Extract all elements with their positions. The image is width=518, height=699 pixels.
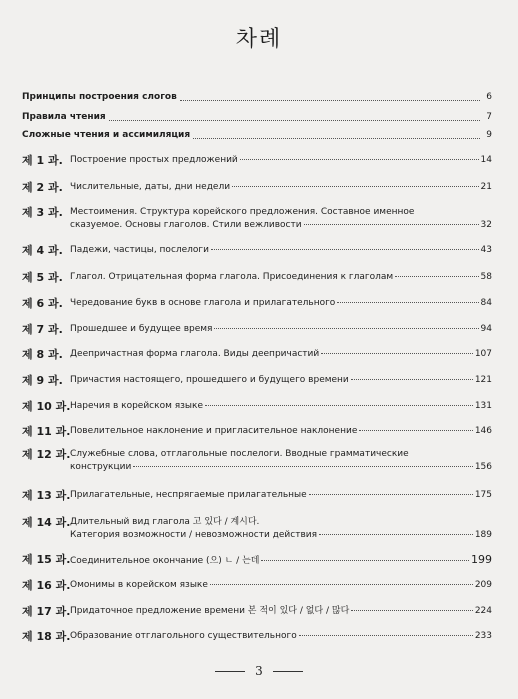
- toc-leader-dots: [232, 186, 478, 187]
- lesson-title-text: Числительные, даты, дни недели: [70, 182, 231, 192]
- lesson-description: [70, 489, 492, 502]
- toc-leader-dots: [351, 379, 473, 380]
- lesson-number: 제 12 과.: [22, 448, 71, 461]
- lesson-page: 43: [480, 245, 492, 255]
- toc-leader-dots: [299, 635, 473, 636]
- lesson-title-text: Деепричастная форма глагола. Виды деепричастий: [70, 349, 320, 359]
- lesson-title-line: [70, 489, 492, 502]
- toc-lesson-row: [22, 322, 492, 337]
- toc-section-row: [22, 112, 492, 126]
- lesson-description: [70, 400, 492, 413]
- page-footer: [0, 664, 518, 678]
- lesson-title-line: [70, 374, 492, 387]
- lesson-page: 156: [474, 462, 492, 472]
- lesson-number: 제 3 과.: [22, 206, 63, 219]
- lesson-number: 제 4 과.: [22, 244, 63, 257]
- lesson-title-text: Причастия настоящего, прошедшего и будущего времени: [70, 375, 349, 385]
- toc-leader-dots: [321, 353, 473, 354]
- lesson-description: [70, 448, 492, 474]
- toc-lesson-row: [22, 629, 492, 644]
- footer-dash-right: [273, 671, 303, 672]
- lesson-title-text: Глагол. Отрицательная форма глагола. Присоединения к глаголам: [70, 272, 394, 282]
- lesson-description: [70, 348, 492, 361]
- lesson-page: 121: [474, 375, 492, 385]
- lesson-title-line: Местоимения. Структура корейского предложения. Составное именное: [70, 207, 415, 217]
- toc-lesson-row: [22, 205, 492, 233]
- lesson-number: 제 14 과.: [22, 516, 71, 529]
- lesson-page: 107: [474, 349, 492, 359]
- lesson-title-text: Чередование букв в основе глагола и прилагательного: [70, 298, 336, 308]
- toc-leader-dots: [395, 276, 478, 277]
- lesson-description: [70, 206, 492, 232]
- toc-leader-dots: [193, 138, 480, 139]
- lesson-number: 제 9 과.: [22, 374, 63, 387]
- lesson-title-text: Омонимы в корейском языке: [70, 580, 208, 590]
- toc-leader-dots: [214, 328, 478, 329]
- lesson-title-text: Построение простых предложений: [70, 155, 238, 165]
- toc-section-page: 9: [486, 130, 492, 140]
- lesson-title-text: Соединительное окончание (으) ㄴ / 는데: [70, 556, 260, 566]
- lesson-description: [70, 630, 492, 643]
- lesson-title-line: [70, 244, 492, 257]
- lesson-title-line: [70, 154, 492, 167]
- toc-leader-dots: [240, 159, 479, 160]
- lesson-page: 199: [471, 553, 492, 566]
- toc-section-page: 6: [486, 92, 492, 102]
- lesson-number: 제 15 과.: [22, 553, 71, 566]
- toc-leader-dots: [351, 610, 473, 611]
- lesson-page: 32: [480, 220, 492, 230]
- lesson-title-line: [70, 219, 492, 232]
- page-title: 차례: [235, 27, 283, 52]
- toc-lesson-row: [22, 447, 492, 475]
- toc-leader-dots: [359, 430, 472, 431]
- toc-lesson-row: [22, 604, 492, 619]
- lesson-description: [70, 605, 492, 618]
- lesson-title-text: Наречия в корейском языке: [70, 401, 204, 411]
- toc-leader-dots: [337, 302, 478, 303]
- lesson-number: 제 10 과.: [22, 400, 71, 413]
- toc-section-page: 7: [486, 112, 492, 122]
- toc-lesson-row: [22, 347, 492, 362]
- toc-leader-dots: [319, 534, 473, 535]
- toc-lesson-row: [22, 515, 492, 543]
- lesson-description: [70, 181, 492, 194]
- toc-lesson-row: [22, 424, 492, 439]
- lesson-title-line: [70, 529, 492, 542]
- lesson-number: 제 8 과.: [22, 348, 63, 361]
- toc-section-label: Правила чтения: [22, 112, 106, 122]
- toc-leader-dots: [210, 584, 473, 585]
- lesson-title-line: [70, 461, 492, 474]
- lesson-title-text: Прошедшее и будущее время: [70, 324, 213, 334]
- toc-lesson-row: [22, 180, 492, 195]
- toc-leader-dots: [109, 120, 480, 121]
- lesson-page: 146: [474, 426, 492, 436]
- lesson-description: [70, 374, 492, 387]
- lesson-page: 84: [480, 298, 492, 308]
- lesson-title-text: Придаточное предложение времени 본 적이 있다 / 없다 / 많다: [70, 606, 350, 616]
- lesson-title-text: Прилагательные, неспрягаемые прилагательные: [70, 490, 307, 500]
- lesson-title-line: Длительный вид глагола 고 있다 / 계시다.: [70, 517, 260, 527]
- toc-leader-dots: [304, 224, 479, 225]
- lesson-number: 제 11 과.: [22, 425, 71, 438]
- lesson-title-line: Служебные слова, отглагольные послелоги. Вводные грамматические: [70, 449, 409, 459]
- lesson-title-text: Падежи, частицы, послелоги: [70, 245, 210, 255]
- toc-lesson-row: [22, 578, 492, 593]
- lesson-number: 제 7 과.: [22, 323, 63, 336]
- lesson-page: 175: [474, 490, 492, 500]
- toc-leader-dots: [309, 494, 473, 495]
- lesson-title-line: [70, 271, 492, 284]
- lesson-page: 58: [480, 272, 492, 282]
- lesson-number: 제 18 과.: [22, 630, 71, 643]
- lesson-number: 제 6 과.: [22, 297, 63, 310]
- toc-lesson-row: [22, 296, 492, 311]
- toc-lesson-row: [22, 552, 492, 567]
- lesson-description: [70, 323, 492, 336]
- lesson-title-text: Повелительное наклонение и пригласительное наклонение: [70, 426, 358, 436]
- lesson-title-line: [70, 630, 492, 643]
- toc-lesson-row: [22, 270, 492, 285]
- toc-lesson-row: [22, 373, 492, 388]
- lesson-title-text: сказуемое. Основы глаголов. Стили вежливости: [70, 220, 302, 230]
- toc-section-label: Сложные чтения и ассимиляция: [22, 130, 191, 140]
- toc-lesson-row: [22, 243, 492, 258]
- lesson-page: 21: [480, 182, 492, 192]
- lesson-number: 제 2 과.: [22, 181, 63, 194]
- lesson-description: [70, 425, 492, 438]
- lesson-number: 제 16 과.: [22, 579, 71, 592]
- lesson-title-line: [70, 579, 492, 592]
- lesson-number: 제 17 과.: [22, 605, 71, 618]
- toc-leader-dots: [261, 560, 469, 561]
- toc-leader-dots: [211, 249, 479, 250]
- toc-leader-dots: [133, 466, 472, 467]
- lesson-title-line: [70, 348, 492, 361]
- lesson-page: 224: [474, 606, 492, 616]
- footer-dash-left: [215, 671, 245, 672]
- lesson-description: [70, 579, 492, 592]
- lesson-number: 제 5 과.: [22, 271, 63, 284]
- lesson-number: 제 1 과.: [22, 154, 63, 167]
- toc-section-label: Принципы построения слогов: [22, 92, 177, 102]
- lesson-number: 제 13 과.: [22, 489, 71, 502]
- lesson-title-line: [70, 323, 492, 336]
- lesson-title-line: [70, 181, 492, 194]
- page-number: 3: [255, 664, 263, 678]
- lesson-title-line: [70, 297, 492, 310]
- toc-section-row: [22, 130, 492, 144]
- lesson-page: 14: [480, 155, 492, 165]
- toc-leader-dots: [180, 100, 480, 101]
- lesson-title-line: [70, 400, 492, 413]
- lesson-title-text: Категория возможности / невозможности действия: [70, 530, 318, 540]
- toc-lesson-row: [22, 399, 492, 414]
- lesson-description: [70, 297, 492, 310]
- toc-leader-dots: [205, 405, 473, 406]
- lesson-title-text: Образование отглагольного существительного: [70, 631, 297, 641]
- toc-lesson-row: [22, 153, 492, 168]
- lesson-title-text: конструкции: [70, 462, 132, 472]
- lesson-page: 94: [480, 324, 492, 334]
- toc-section-row: [22, 92, 492, 106]
- lesson-title-line: [70, 605, 492, 618]
- lesson-page: 233: [474, 631, 492, 641]
- lesson-description: [70, 244, 492, 257]
- lesson-title-line: [70, 553, 492, 568]
- lesson-description: [70, 271, 492, 284]
- lesson-title-line: [70, 425, 492, 438]
- lesson-description: [70, 154, 492, 167]
- lesson-page: 189: [474, 530, 492, 540]
- lesson-page: 131: [474, 401, 492, 411]
- lesson-page: 209: [474, 580, 492, 590]
- lesson-description: [70, 516, 492, 542]
- toc-lesson-row: [22, 488, 492, 503]
- lesson-description: [70, 553, 492, 568]
